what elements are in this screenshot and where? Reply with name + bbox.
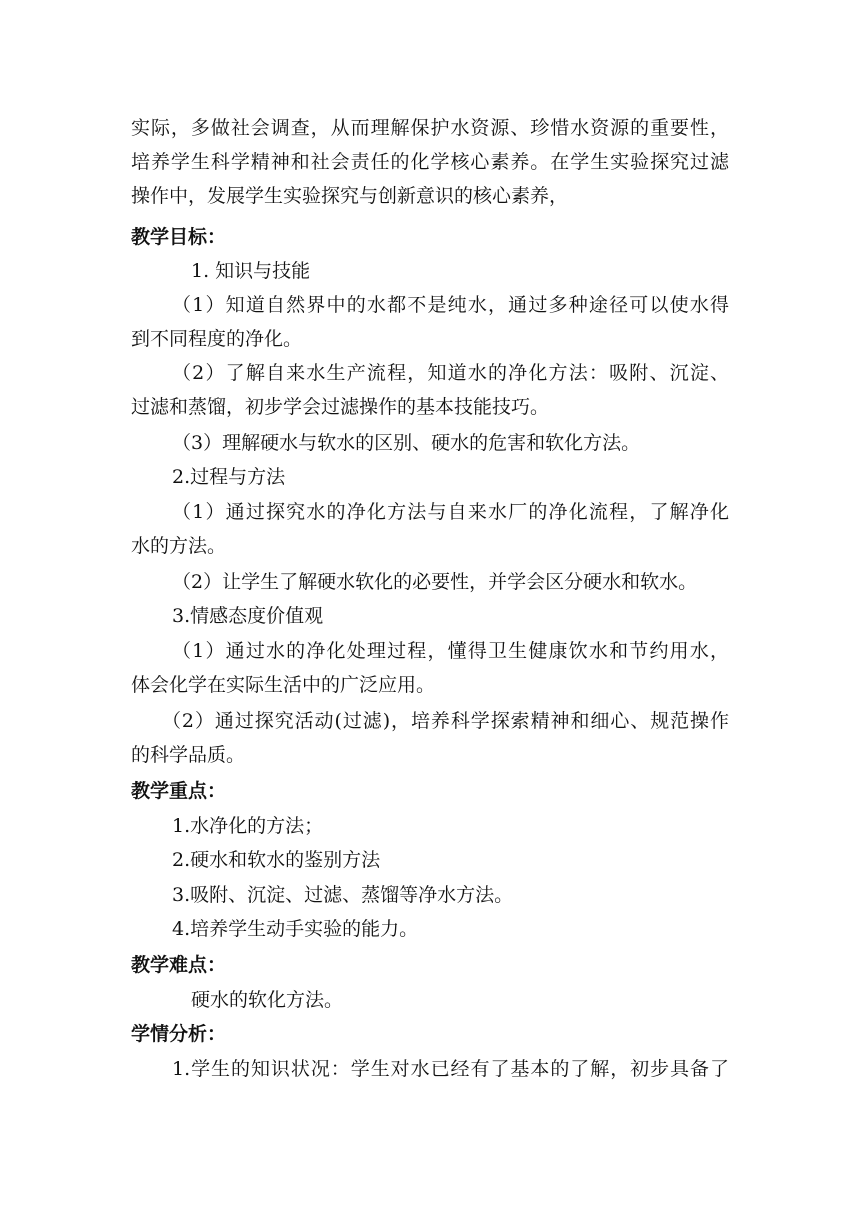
body-text-line: 操作中，发展学生实验探究与创新意识的核心素养， xyxy=(131,185,569,207)
list-item-text: 水的方法。 xyxy=(131,535,227,557)
list-item-text: （1）通过探究水的净化方法与自来水厂的净化流程，了解净化 xyxy=(172,501,729,523)
list-item-text: （2）了解自来水生产流程，知道水的净化方法：吸附、沉淀、 xyxy=(172,362,729,384)
list-item-text: （1）通过水的净化处理过程，懂得卫生健康饮水和节约用水， xyxy=(172,640,729,662)
body-text-line: 实际，多做社会调查，从而理解保护水资源、珍惜水资源的重要性， xyxy=(131,117,729,139)
section-heading-analysis: 学情分析： xyxy=(131,1023,227,1045)
list-item-text: （3）理解硬水与软水的区别、硬水的危害和软化方法。 xyxy=(172,432,641,454)
list-item-text: 的科学品质。 xyxy=(131,744,246,766)
list-item-text: （2）让学生了解硬水软化的必要性，并学会区分硬水和软水。 xyxy=(172,571,698,593)
list-item-text: 2.硬水和软水的鉴别方法 xyxy=(172,849,381,871)
section-heading-difficulties: 教学难点： xyxy=(131,954,227,976)
body-text-line: 培养学生科学精神和社会责任的化学核心素养。在学生实验探究过滤 xyxy=(131,151,729,173)
list-item-text: 过滤和蒸馏，初步学会过滤操作的基本技能技巧。 xyxy=(131,396,550,418)
list-item-text: 到不同程度的净化。 xyxy=(131,328,303,350)
list-item-text: 4.培养学生动手实验的能力。 xyxy=(172,918,419,940)
list-item-text: （2）通过探究活动(过滤)，培养科学探索精神和细心、规范操作 xyxy=(162,710,729,732)
list-item-text: 硬水的软化方法。 xyxy=(191,989,344,1011)
section-heading-key-points: 教学重点： xyxy=(131,780,227,802)
list-item-text: 1.水净化的方法； xyxy=(172,815,324,837)
section-heading-objectives: 教学目标： xyxy=(131,226,227,248)
list-heading: 1. 知识与技能 xyxy=(191,260,311,282)
list-heading: 3.情感态度价值观 xyxy=(172,605,324,627)
list-heading: 2.过程与方法 xyxy=(172,466,286,488)
list-item-text: 体会化学在实际生活中的广泛应用。 xyxy=(131,674,436,696)
list-item-text: （1）知道自然界中的水都不是纯水，通过多种途径可以使水得 xyxy=(172,294,729,316)
list-item-text: 1.学生的知识状况：学生对水已经有了基本的了解，初步具备了 xyxy=(172,1058,729,1080)
list-item-text: 3.吸附、沉淀、过滤、蒸馏等净水方法。 xyxy=(172,884,514,906)
